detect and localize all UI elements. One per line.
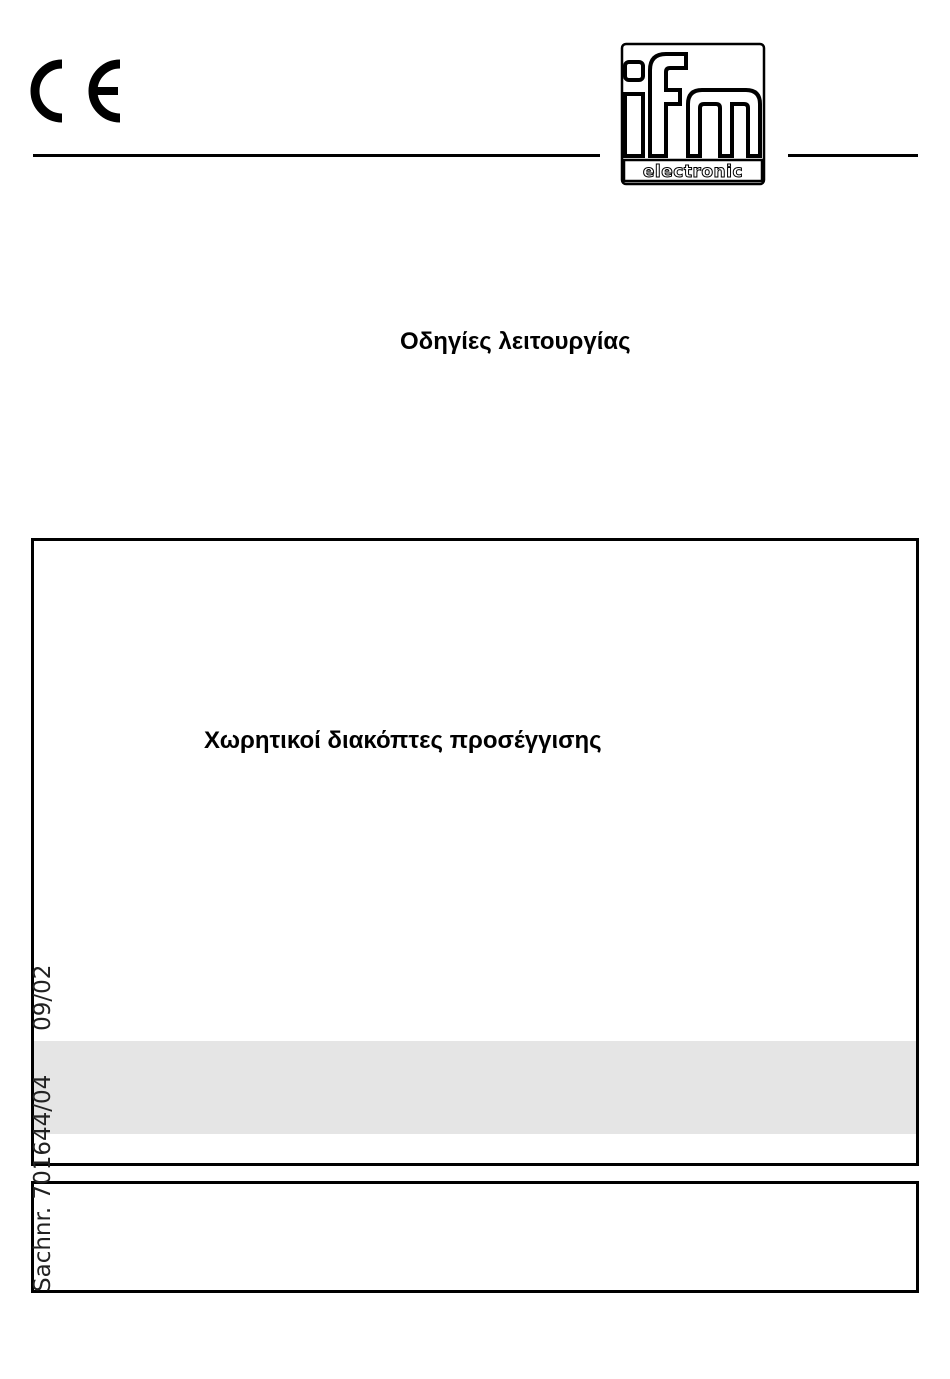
ce-mark-icon <box>30 58 126 124</box>
ifm-logo-icon <box>620 42 766 186</box>
revision-date: 09/02 <box>30 964 56 1031</box>
bottom-frame <box>31 1181 919 1293</box>
header-rule-left <box>33 154 600 157</box>
header-rule-right <box>788 154 918 157</box>
document-subtitle: Οδηγίες λειτουργίας <box>400 328 631 355</box>
part-number: Sachnr. 701644/04 <box>30 1074 56 1292</box>
side-info <box>30 965 56 1292</box>
logo-lettering: electronic <box>642 162 744 182</box>
gray-band <box>34 1041 916 1134</box>
main-frame <box>31 538 919 1166</box>
product-title: Χωρητικοί διακόπτες προσέγγισης <box>204 727 602 754</box>
